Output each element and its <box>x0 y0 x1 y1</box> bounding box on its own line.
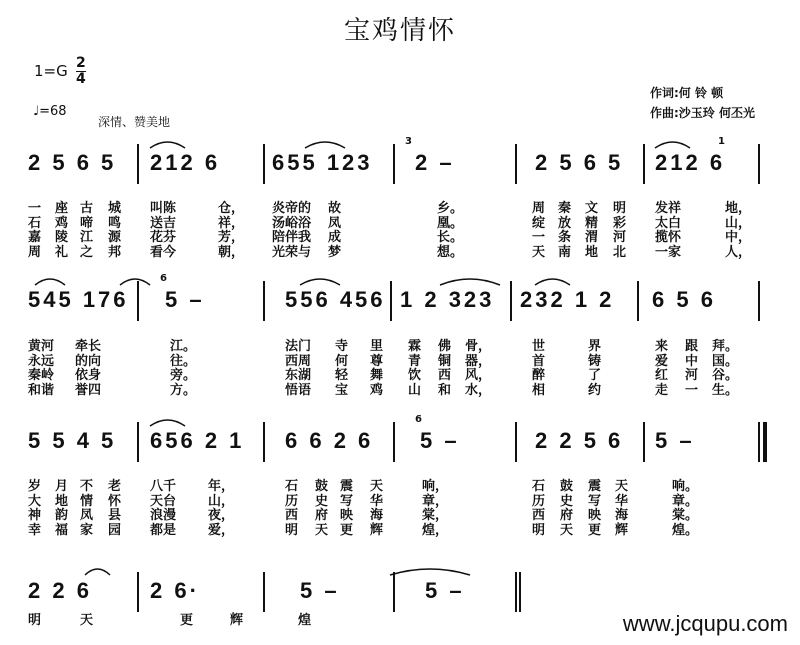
lyric-syllable: 地 <box>585 244 599 260</box>
lyric-syllable: 水， <box>465 382 492 398</box>
bar-line <box>390 281 392 321</box>
lyric-syllable: 天 <box>315 522 329 538</box>
lyricist-credit: 作词:何 铃 顿 <box>650 86 724 100</box>
lyric-syllable: 谷。 <box>712 368 739 383</box>
measure: 2 5 6 5 <box>535 150 624 175</box>
slur <box>440 279 500 285</box>
lyric-syllable: 响。 <box>672 479 699 494</box>
lyric-syllable: 江。 <box>170 339 197 354</box>
lyric-syllable: 舞 <box>370 368 384 383</box>
lyric-syllable: 山， <box>725 215 752 231</box>
lyric-syllable: 法门 <box>285 339 312 354</box>
bar-line <box>758 144 760 184</box>
lyric-syllable: 凤 <box>80 508 94 523</box>
lyric-syllable: 骨， <box>465 339 492 354</box>
lyric-syllable: 里 <box>370 339 384 354</box>
grace-note: 1 <box>718 136 725 147</box>
lyric-syllable: 明 <box>28 613 42 628</box>
lyric-syllable: 天台 <box>150 493 177 509</box>
lyric-syllable: 生。 <box>712 382 739 398</box>
lyric-syllable: 华 <box>370 493 384 509</box>
lyric-syllable: 鼓 <box>315 479 329 494</box>
song-title: 宝鸡情怀 <box>343 16 456 46</box>
bar-line <box>758 422 760 462</box>
bar-line <box>758 281 760 321</box>
lyric-syllable: 走 <box>655 382 669 398</box>
measure: 6 5 6 <box>652 287 716 312</box>
lyric-syllable: 成 <box>328 230 342 245</box>
composer-credit: 作曲:沙玉玲 何丕光 <box>650 106 755 120</box>
expression-mark: 深情、赞美地 <box>98 115 171 129</box>
measure: 2 – <box>415 150 455 175</box>
lyric-syllable: 家 <box>80 522 94 538</box>
lyric-syllable: 不 <box>80 479 94 494</box>
lyric-syllable: 黄河 <box>28 339 55 354</box>
lyric-syllable: 更 <box>180 613 194 628</box>
slur <box>300 279 340 285</box>
lyric-syllable: 写 <box>588 493 602 509</box>
lyric-syllable: 辉 <box>370 522 384 538</box>
measure: 2 6· <box>150 578 200 603</box>
measure: 5 – <box>300 578 340 603</box>
bar-line <box>263 144 265 184</box>
lyric-syllable: 天 <box>560 522 574 538</box>
lyric-syllable: 中 <box>685 353 699 369</box>
measure: 5 5 4 5 <box>28 428 117 453</box>
lyric-syllable: 界 <box>588 339 602 354</box>
lyric-syllable: 邦 <box>108 244 122 260</box>
lyric-syllable: 府 <box>315 508 329 523</box>
lyric-syllable: 青 <box>408 353 422 369</box>
measure: 545 176 <box>28 287 129 312</box>
measure: 232 1 2 <box>520 287 615 312</box>
lyric-syllable: 相 <box>532 382 546 398</box>
lyric-syllable: 器， <box>465 353 492 369</box>
slur <box>305 142 345 148</box>
slur <box>150 420 185 426</box>
lyric-syllable: 陵 <box>55 230 69 245</box>
lyric-syllable: 地 <box>55 493 69 509</box>
slur <box>390 569 470 575</box>
bar-line <box>637 281 639 321</box>
lyric-syllable: 山， <box>208 493 235 509</box>
bar-line <box>263 422 265 462</box>
lyric-syllable: 光荣与 <box>272 244 312 260</box>
lyric-syllable: 古 <box>80 201 94 216</box>
lyric-syllable: 天 <box>532 244 546 260</box>
lyric-syllable: 江 <box>80 230 94 245</box>
lyric-syllable: 棠。 <box>672 508 699 523</box>
lyric-syllable: 史 <box>560 493 574 509</box>
lyric-syllable: 精 <box>585 215 599 231</box>
lyric-syllable: 渭 <box>585 230 599 245</box>
lyric-syllable: 爱 <box>655 353 669 369</box>
lyric-syllable: 石 <box>28 215 42 231</box>
lyric-syllable: 约 <box>588 382 602 398</box>
time-top: 2 <box>76 55 86 71</box>
measure: 5 – <box>420 428 460 453</box>
bar-line <box>393 422 395 462</box>
measure: 2 5 6 5 <box>28 150 117 175</box>
measure: 2 2 6 <box>28 578 92 603</box>
lyric-syllable: 往。 <box>170 353 197 369</box>
lyric-syllable: 永远 <box>28 353 55 369</box>
lyric-syllable: 醉 <box>532 368 546 383</box>
lyric-syllable: 条 <box>558 230 572 245</box>
lyric-syllable: 鼓 <box>560 479 574 494</box>
grace-note: 6 <box>415 414 422 425</box>
lyric-syllable: 中， <box>725 230 752 245</box>
lyric-syllable: 地， <box>725 201 752 216</box>
lyric-syllable: 和 <box>438 382 452 398</box>
lyric-syllable: 震 <box>588 479 602 494</box>
bar-line <box>137 572 139 612</box>
lyric-syllable: 月 <box>55 479 69 494</box>
lyric-syllable: 都是 <box>150 522 177 538</box>
lyric-syllable: 海 <box>615 508 629 523</box>
lyric-syllable: 一 <box>28 201 42 216</box>
measure: 655 123 <box>272 150 373 175</box>
lyric-syllable: 尊 <box>370 353 384 369</box>
lyric-syllable: 煌 <box>298 613 312 628</box>
bar-line <box>515 572 517 612</box>
lyric-syllable: 梦 <box>328 244 342 260</box>
lyric-syllable: 宝 <box>335 382 349 398</box>
lyric-syllable: 一 <box>685 382 699 398</box>
lyric-syllable: 鸣 <box>108 215 122 231</box>
lyric-syllable: 朝， <box>218 244 245 260</box>
website-watermark: www.jcqupu.com <box>622 611 788 636</box>
lyric-syllable: 岁 <box>28 479 42 494</box>
key-signature: 1=G <box>34 62 68 80</box>
measure: 5 – <box>425 578 465 603</box>
lyric-syllable: 叫陈 <box>150 201 177 216</box>
lyric-syllable: 华 <box>615 493 629 509</box>
measure: 5 – <box>165 287 205 312</box>
lyric-syllable: 啼 <box>80 215 94 231</box>
lyric-syllable: 拜。 <box>712 339 739 354</box>
lyric-syllable: 明 <box>285 522 299 538</box>
lyric-syllable: 绽 <box>532 215 546 231</box>
lyric-syllable: 史 <box>315 493 329 509</box>
lyric-syllable: 和谐 <box>28 382 55 398</box>
lyric-syllable: 红 <box>655 368 669 383</box>
lyric-syllable: 世 <box>532 339 546 354</box>
lyric-syllable: 仓， <box>218 201 245 216</box>
lyric-syllable: 一家 <box>655 244 682 260</box>
bar-line <box>263 281 265 321</box>
lyric-syllable: 石 <box>532 479 546 494</box>
lyric-syllable: 陪伴我 <box>272 230 312 245</box>
lyric-syllable: 旁。 <box>170 368 197 383</box>
lyric-syllable: 周 <box>532 201 546 216</box>
bar-line <box>643 422 645 462</box>
lyric-syllable: 秦岭 <box>28 368 55 383</box>
measure: 1 2 323 <box>400 287 495 312</box>
measure: 212 6 <box>150 150 221 175</box>
lyric-syllable: 看今 <box>150 244 177 260</box>
lyric-syllable: 悟语 <box>285 382 312 398</box>
bar-line <box>137 422 139 462</box>
lyric-syllable: 怀 <box>108 493 122 509</box>
lyric-syllable: 西周 <box>285 353 312 369</box>
lyric-syllable: 棠， <box>422 508 449 523</box>
lyric-syllable: 韵 <box>55 508 69 523</box>
lyric-syllable: 何 <box>335 353 349 369</box>
time-bottom: 4 <box>76 71 86 87</box>
lyric-syllable: 辉 <box>230 613 244 628</box>
lyric-syllable: 响， <box>422 479 449 494</box>
lyric-syllable: 更 <box>588 522 602 538</box>
lyric-syllable: 大 <box>28 493 42 509</box>
lyric-syllable: 源 <box>108 230 122 245</box>
lyric-syllable: 霖 <box>408 339 422 354</box>
lyric-syllable: 人， <box>725 244 752 260</box>
lyric-syllable: 周 <box>28 244 42 260</box>
lyric-syllable: 佛 <box>438 339 452 354</box>
measure: 212 6 <box>655 150 726 175</box>
lyric-syllable: 石 <box>285 479 299 494</box>
bar-line <box>393 144 395 184</box>
measure: 2 2 5 6 <box>535 428 624 453</box>
lyric-syllable: 誉四 <box>75 382 102 398</box>
lyric-syllable: 神 <box>28 508 42 523</box>
lyric-syllable: 山 <box>408 382 422 398</box>
lyric-syllable: 发祥 <box>655 201 682 216</box>
lyric-syllable: 煌， <box>422 522 449 538</box>
lyric-syllable: 文 <box>585 201 599 216</box>
slur <box>120 279 150 285</box>
lyric-syllable: 情 <box>80 493 94 509</box>
lyric-syllable: 炎帝的 <box>272 201 312 216</box>
lyric-syllable: 海 <box>370 508 384 523</box>
lyric-syllable: 鸡 <box>370 382 384 398</box>
lyric-syllable: 章， <box>422 493 449 509</box>
bar-line <box>393 572 395 612</box>
lyric-syllable: 章。 <box>672 493 699 509</box>
lyric-syllable: 西 <box>285 508 299 523</box>
lyric-syllable: 送吉 <box>150 215 177 231</box>
lyric-syllable: 方。 <box>170 382 197 398</box>
lyric-syllable: 鸡 <box>55 215 69 231</box>
lyric-syllable: 南 <box>558 244 572 260</box>
lyric-syllable: 首 <box>532 353 546 369</box>
slur <box>35 279 65 285</box>
lyric-syllable: 县 <box>108 508 122 523</box>
lyric-syllable: 河 <box>685 368 699 383</box>
lyric-syllable: 映 <box>588 508 602 523</box>
lyric-syllable: 放 <box>558 215 572 231</box>
lyric-syllable: 风， <box>465 368 492 383</box>
lyric-syllable: 更 <box>340 522 354 538</box>
slur <box>150 142 185 148</box>
grace-note: 6 <box>160 273 167 284</box>
lyric-syllable: 八千 <box>150 479 177 494</box>
lyric-syllable: 福 <box>55 522 69 538</box>
measure: 656 2 1 <box>150 428 245 453</box>
lyric-syllable: 长。 <box>437 230 464 245</box>
lyric-syllable: 来 <box>655 339 669 354</box>
lyric-syllable: 煌。 <box>672 522 699 538</box>
lyric-syllable: 的向 <box>75 353 102 369</box>
lyric-syllable: 幸 <box>28 522 42 538</box>
lyric-syllable: 花芬 <box>150 230 177 245</box>
lyric-syllable: 浪漫 <box>150 508 177 523</box>
lyric-syllable: 一 <box>532 230 546 245</box>
lyric-syllable: 东湖 <box>285 368 312 383</box>
lyric-syllable: 西 <box>438 368 452 383</box>
lyric-syllable: 城 <box>108 201 122 216</box>
slur <box>535 279 570 285</box>
bar-line <box>137 144 139 184</box>
lyric-syllable: 揽怀 <box>655 230 682 245</box>
measure: 6 6 2 6 <box>285 428 374 453</box>
bar-line <box>515 422 517 462</box>
lyric-syllable: 想。 <box>437 244 464 260</box>
lyric-syllable: 乡。 <box>437 201 464 216</box>
lyric-syllable: 秦 <box>558 201 572 216</box>
slur <box>655 142 690 148</box>
lyric-syllable: 彩 <box>613 215 627 231</box>
lyric-syllable: 汤峪浴 <box>272 215 312 231</box>
lyric-syllable: 震 <box>340 479 354 494</box>
lyric-syllable: 依身 <box>75 368 102 383</box>
lyric-syllable: 西 <box>532 508 546 523</box>
lyric-syllable: 北 <box>613 244 627 260</box>
lyric-syllable: 凤 <box>328 215 342 231</box>
lyric-syllable: 铸 <box>588 353 602 369</box>
tempo-mark: ♩=68 <box>33 104 67 119</box>
lyric-syllable: 寺 <box>335 339 349 354</box>
grace-note: 3 <box>405 136 412 147</box>
lyric-syllable: 凰。 <box>437 215 464 231</box>
lyric-syllable: 天 <box>615 479 629 494</box>
lyric-syllable: 河 <box>613 230 627 245</box>
lyric-syllable: 牵长 <box>75 339 102 354</box>
lyric-syllable: 府 <box>560 508 574 523</box>
bar-line <box>643 144 645 184</box>
lyric-syllable: 国。 <box>712 353 739 369</box>
lyric-syllable: 写 <box>340 493 354 509</box>
lyric-syllable: 了 <box>588 368 602 383</box>
lyric-syllable: 座 <box>55 201 69 216</box>
lyric-syllable: 祥， <box>218 215 245 231</box>
lyric-syllable: 辉 <box>615 522 629 538</box>
bar-line <box>137 281 139 321</box>
slur <box>85 569 110 575</box>
bar-line <box>515 144 517 184</box>
lyric-syllable: 映 <box>340 508 354 523</box>
bar-line <box>263 572 265 612</box>
bar-line <box>510 281 512 321</box>
lyric-syllable: 天 <box>80 613 94 628</box>
lyric-syllable: 历 <box>532 493 546 509</box>
lyric-syllable: 明 <box>532 522 546 538</box>
lyric-syllable: 老 <box>108 479 122 494</box>
lyric-syllable: 历 <box>285 493 299 509</box>
bar-line <box>763 422 767 462</box>
lyric-syllable: 明 <box>613 201 627 216</box>
lyric-syllable: 夜， <box>208 508 235 523</box>
measure: 5 – <box>655 428 695 453</box>
lyric-syllable: 铜 <box>438 353 452 369</box>
lyric-syllable: 轻 <box>335 368 349 383</box>
lyric-syllable: 跟 <box>685 339 699 354</box>
lyric-syllable: 嘉 <box>28 230 42 245</box>
lyric-syllable: 园 <box>108 522 122 538</box>
bar-line <box>519 572 521 612</box>
lyric-syllable: 礼 <box>55 244 69 260</box>
lyric-syllable: 饮 <box>408 368 422 383</box>
time-signature <box>76 56 86 87</box>
lyric-syllable: 芳， <box>218 230 245 245</box>
lyric-syllable: 爱， <box>208 522 235 538</box>
lyric-syllable: 天 <box>370 479 384 494</box>
lyric-syllable: 年， <box>208 479 235 494</box>
measure: 556 456 <box>285 287 386 312</box>
lyric-syllable: 故 <box>328 201 342 216</box>
lyric-syllable: 之 <box>80 244 94 260</box>
lyric-syllable: 太白 <box>655 215 682 231</box>
